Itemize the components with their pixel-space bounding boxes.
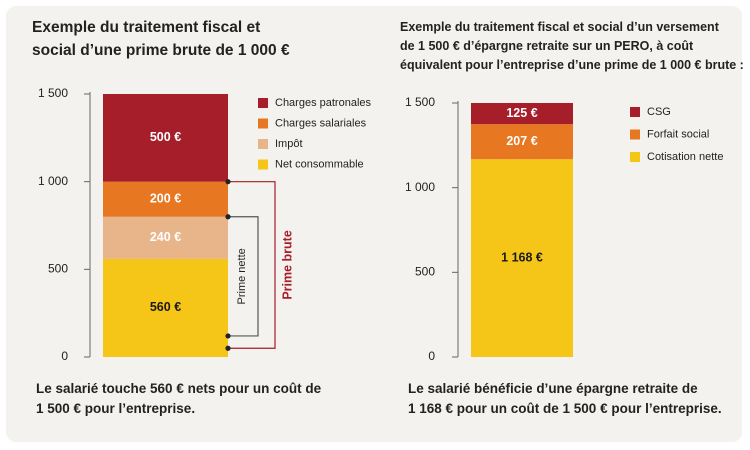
prime-nette-bracket-dot <box>225 214 230 219</box>
right-legend-label: CSG <box>647 105 671 118</box>
left-caption-line-1: Le salarié touche 560 € nets pour un coût de <box>36 381 322 396</box>
left-title-line-1: Exemple du traitement fiscal et <box>32 19 261 36</box>
left-y-tick-label: 0 <box>61 349 68 364</box>
left-data-label: 240 € <box>149 230 182 245</box>
prime-brute-bracket-dot <box>225 179 230 184</box>
left-legend-swatch <box>258 98 268 108</box>
right-legend-swatch <box>630 107 640 117</box>
left-caption <box>36 379 356 419</box>
left-caption-line-2: 1 500 € pour l’entreprise. <box>36 401 196 416</box>
prime-nette-bracket-dot <box>225 333 230 338</box>
right-data-label: 125 € <box>506 105 538 120</box>
right-y-tick-label: 0 <box>428 349 435 364</box>
right-legend-label: Forfait social <box>647 128 710 141</box>
left-legend-label: Charges patronales <box>275 96 372 109</box>
left-data-label: 500 € <box>149 130 182 145</box>
right-title-line-3: équivalent pour l’entreprise d’une prime de 1 000 € brute : <box>400 58 744 72</box>
right-legend-label: Cotisation nette <box>647 150 724 163</box>
left-data-label: 200 € <box>149 191 182 206</box>
left-y-tick-label: 1 500 <box>37 86 68 101</box>
left-legend-label: Charges salariales <box>275 117 367 130</box>
left-data-label: 560 € <box>149 300 182 315</box>
left-y-tick-label: 1 000 <box>37 173 68 188</box>
left-legend-label: Net consommable <box>275 158 364 171</box>
right-legend-swatch <box>630 130 640 140</box>
right-title-line-1: Exemple du traitement fiscal et social d’un versement <box>400 20 719 34</box>
right-title-line-2: de 1 500 € d’épargne retraite sur un PERO, à coût <box>400 39 694 53</box>
left-y-tick-label: 500 <box>47 261 68 276</box>
right-y-tick-label: 500 <box>414 264 435 279</box>
left-legend-swatch <box>258 139 268 149</box>
prime-nette-label: Prime nette <box>235 248 248 305</box>
prime-brute-bracket-dot <box>225 346 230 351</box>
left-title-line-2: social d’une prime brute de 1 000 € <box>32 42 290 59</box>
right-data-label: 1 168 € <box>501 250 543 265</box>
left-legend-swatch <box>258 160 268 170</box>
left-legend-label: Impôt <box>275 137 303 150</box>
right-legend-swatch <box>630 152 640 162</box>
right-caption-line-2: 1 168 € pour un coût de 1 500 € pour l’entreprise. <box>408 401 722 416</box>
right-y-tick-label: 1 000 <box>404 179 435 194</box>
right-y-tick-label: 1 500 <box>404 95 435 110</box>
right-data-label: 207 € <box>506 133 538 148</box>
left-legend-swatch <box>258 119 268 129</box>
right-caption <box>408 379 738 419</box>
right-caption-line-1: Le salarié bénéficie d’une épargne retraite de <box>408 381 698 396</box>
prime-brute-label: Prime brute <box>280 230 295 300</box>
